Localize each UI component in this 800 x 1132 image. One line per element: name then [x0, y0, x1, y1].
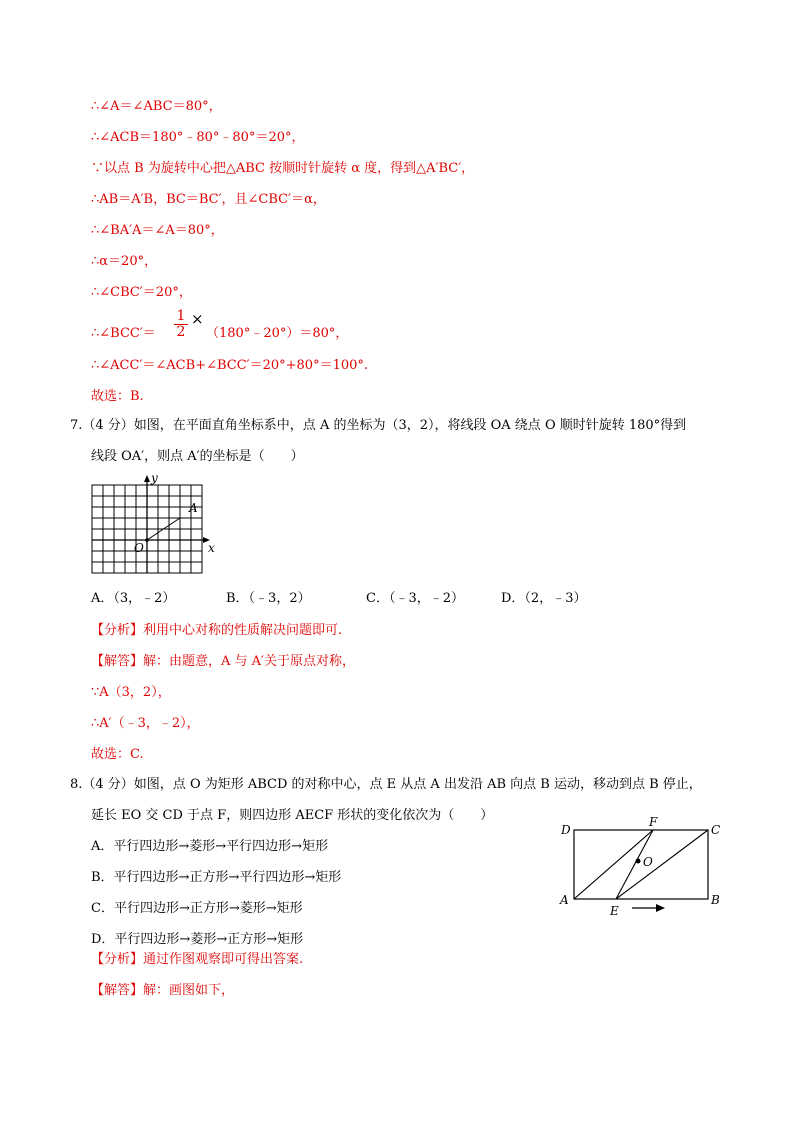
point-o [145, 538, 149, 542]
prev-solution-line: ∴∠ACC′＝∠ACB+∠BCC′＝20°+80°＝100°. [91, 358, 369, 373]
point-o [636, 859, 641, 864]
q8-analysis: 【分析】通过作图观察即可得出答案. [91, 952, 304, 967]
label-c: C [711, 823, 721, 837]
q8-option-d: D．平行四边形→菱形→正方形→矩形 [91, 932, 304, 947]
fraction-one-half [174, 309, 188, 340]
label-x: x [208, 541, 215, 555]
prev-solution-line: ∴∠BA′A＝∠A＝80°， [91, 223, 224, 238]
label-d: D [561, 823, 571, 837]
q7-answer: 故选：C. [91, 747, 144, 762]
q7-analysis: 【分析】利用中心对称的性质解决问题即可. [91, 623, 343, 638]
motion-arrow-icon [656, 904, 665, 912]
q7-option-c: C．（﹣3，﹣2） [366, 591, 464, 606]
prev-solution-line: ∴AB＝A′B，BC＝BC′，且∠CBC′＝α， [91, 192, 326, 207]
prev-solution-line: ∴∠A＝∠ABC＝80°， [91, 99, 222, 114]
q7-solution-line: ∵A（3，2）， [91, 685, 171, 700]
q8-solution-start: 【解答】解：画图如下， [91, 983, 235, 998]
segment-ec [616, 830, 708, 899]
q7-solution-line: ∴A′（﹣3，﹣2）， [91, 716, 200, 731]
prev-solution-line: ∴∠CBC′＝20°， [91, 285, 192, 300]
q7-stem-line1: 7.（4 分）如图，在平面直角坐标系中，点 A 的坐标为（3，2），将线段 OA 绕点 O 顺时针旋转 180°得到 [70, 418, 687, 433]
label-o: O [134, 541, 144, 555]
q8-option-c: C．平行四边形→正方形→菱形→矩形 [91, 901, 303, 916]
times-sign: × [191, 310, 204, 328]
label-o: O [643, 855, 653, 869]
fraction-denominator: 2 [176, 324, 186, 340]
label-a: A [560, 893, 569, 907]
q7-option-d: D．（2，﹣3） [501, 591, 587, 606]
q8-stem-line2: 延长 EO 交 CD 于点 F，则四边形 AECF 形状的变化依次为（ ） [91, 808, 494, 823]
prev-solution-line: ∴∠ACB＝180°﹣80°﹣80°＝20°， [91, 130, 305, 145]
label-b: B [711, 893, 720, 907]
q8-option-b: B．平行四边形→正方形→平行四边形→矩形 [91, 870, 342, 885]
q7-solution-line: 【解答】解：由题意，A 与 A′关于原点对称， [91, 654, 355, 669]
fraction-numerator: 1 [174, 309, 188, 325]
label-f: F [649, 815, 658, 829]
prev-solution-line: ∴α＝20°， [91, 254, 158, 269]
frac-line-suffix: （180°﹣20°）＝80°， [206, 326, 349, 341]
label-y: y [151, 474, 158, 485]
q8-rectangle-figure [555, 814, 735, 918]
prev-answer: 故选：B. [91, 389, 144, 404]
q7-coordinate-grid-figure [86, 474, 220, 578]
label-e: E [610, 904, 619, 918]
q7-stem-line2: 线段 OA′，则点 A′的坐标是（ ） [91, 449, 304, 464]
q7-option-b: B．（﹣3，2） [226, 591, 311, 606]
segment-af [574, 830, 653, 899]
q8-stem-line1: 8.（4 分）如图，点 O 为矩形 ABCD 的对称中心，点 E 从点 A 出发沿 AB 向点 B 运动，移动到点 B 停止， [70, 777, 702, 792]
prev-solution-line: ∵以点 B 为旋转中心把△ABC 按顺时针旋转 α 度，得到△A′BC′， [91, 161, 475, 176]
q7-option-a: A．（3，﹣2） [91, 591, 176, 606]
label-a: A [189, 501, 198, 515]
frac-line-prefix: ∴∠BCC′＝ [91, 326, 156, 341]
q8-option-a: A．平行四边形→菱形→平行四边形→矩形 [91, 839, 329, 854]
y-axis-arrow-icon [144, 475, 150, 482]
